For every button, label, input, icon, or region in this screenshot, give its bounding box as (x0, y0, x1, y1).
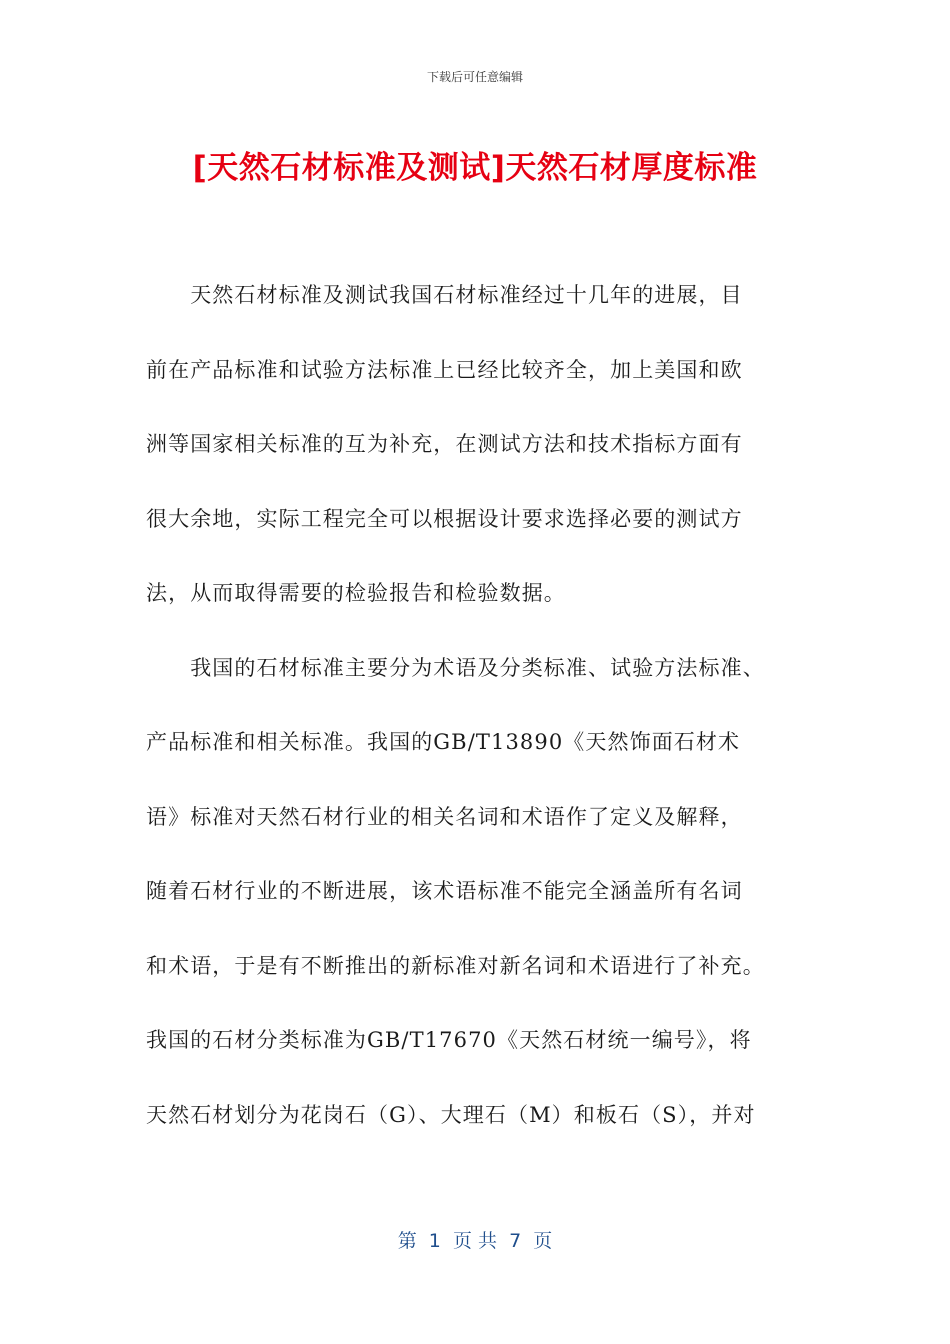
body-line: 随着石材行业的不断进展，该术语标准不能完全涵盖所有名词 (146, 879, 743, 903)
body-line: 很大余地，实际工程完全可以根据设计要求选择必要的测试方 (146, 507, 743, 531)
body-line: 我国的石材分类标准为GB/T17670《天然石材统一编号》，将 (146, 1028, 752, 1052)
body-line: 洲等国家相关标准的互为补充，在测试方法和技术指标方面有 (146, 432, 743, 456)
body-line: 法，从而取得需要的检验报告和检验数据。 (146, 581, 566, 605)
body-line: 语》标准对天然石材行业的相关名词和术语作了定义及解释， (146, 805, 743, 829)
body-line: 前在产品标准和试验方法标准上已经比较齐全，加上美国和欧 (146, 358, 743, 382)
body-line: 和术语，于是有不断推出的新标准对新名词和术语进行了补充。 (146, 954, 765, 978)
body-line: 产品标准和相关标准。我国的GB/T13890《天然饰面石材术 (146, 730, 741, 754)
page-number-footer: 第 1 页 共 7 页 (397, 1230, 553, 1252)
body-line: 天然石材划分为花岗石（G）、大理石（M）和板石（S），并对 (146, 1103, 756, 1127)
body-line: 我国的石材标准主要分为术语及分类标准、试验方法标准、 (146, 656, 765, 680)
document-title: [天然石材标准及测试]天然石材厚度标准 (192, 150, 758, 186)
body-line: 天然石材标准及测试我国石材标准经过十几年的进展，目 (146, 283, 743, 307)
header-note: 下载后可任意编辑 (426, 70, 523, 84)
